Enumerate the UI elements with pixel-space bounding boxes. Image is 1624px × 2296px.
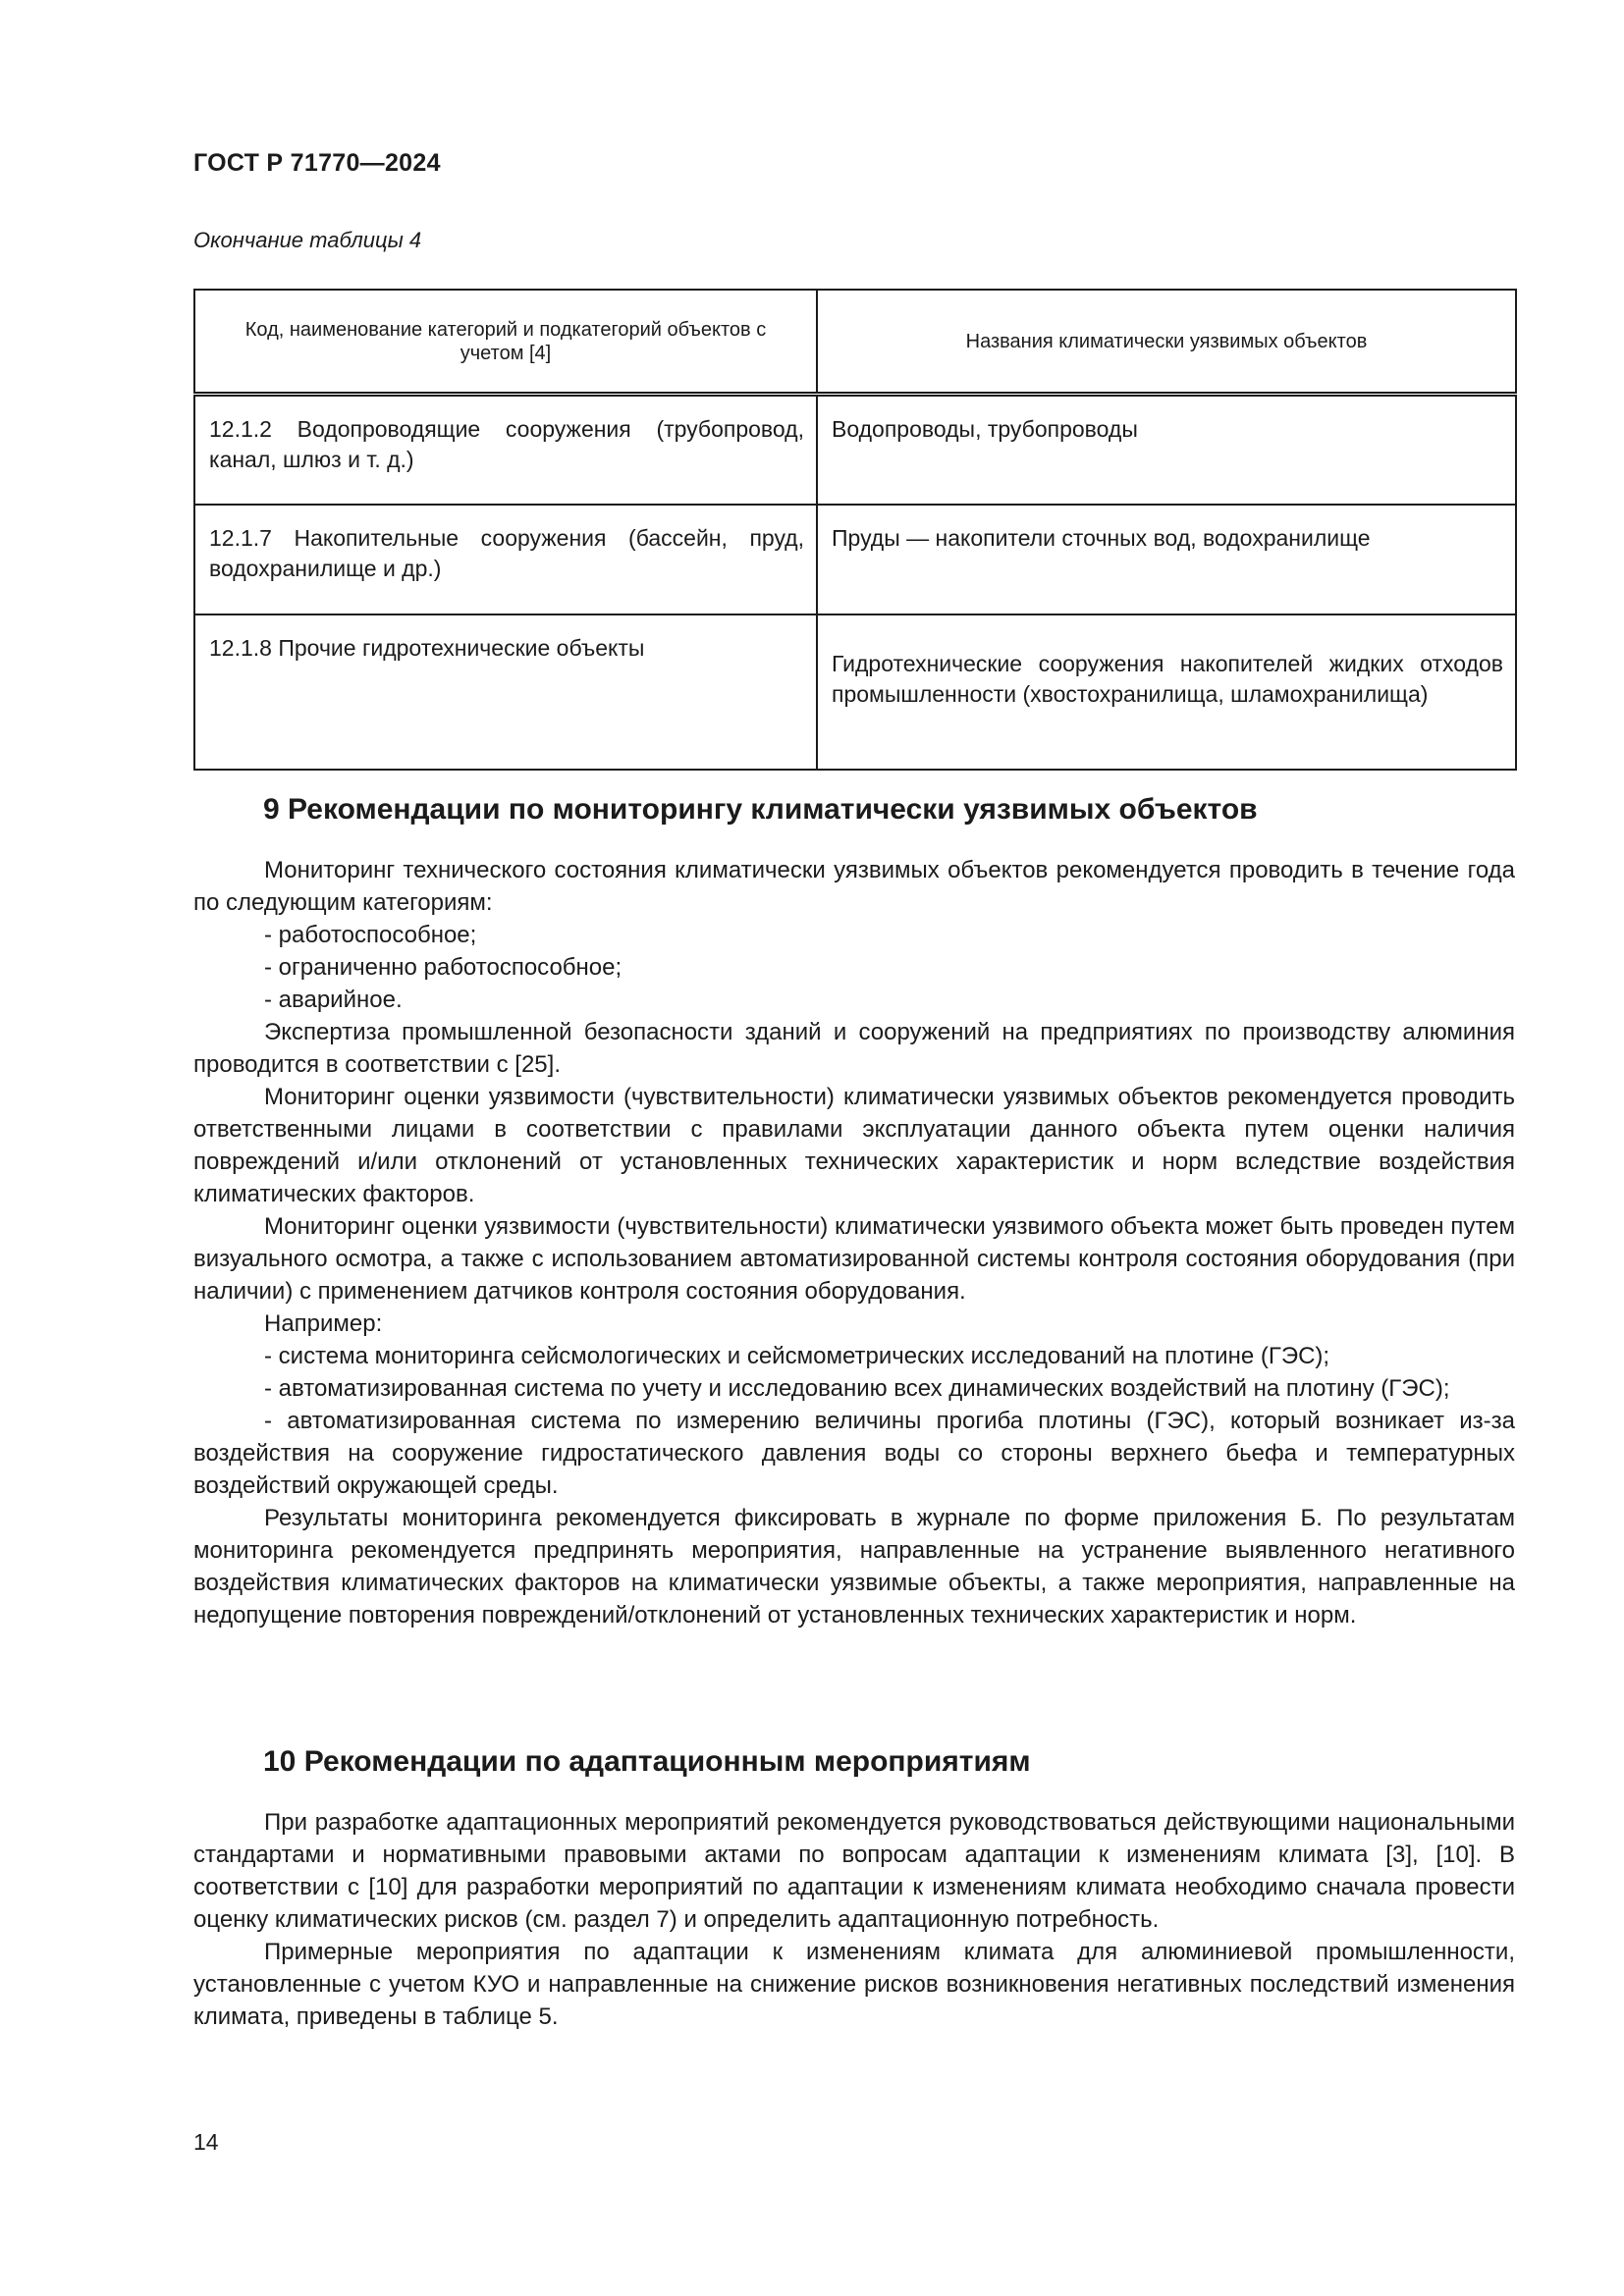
section-9-body <box>193 854 1515 1631</box>
standard-code: ГОСТ Р 71770—2024 <box>193 149 441 177</box>
column-header-category: Код, наименование категорий и подкатегорий объектов с учетом [4] <box>194 290 817 395</box>
paragraph: Примерные мероприятия по адаптации к изменениям климата для алюминиевой промышленности, установленные с учетом КУО и направленные на снижение рисков возникновения негативных последствий изменения климата, приведены в таблице 5. <box>193 1939 1515 2030</box>
paragraph: Результаты мониторинга рекомендуется фиксировать в журнале по форме приложения Б. По результатам мониторинга рекомендуется предпринять мероприятия, направленные на устранение выявленного негативного воздействия климатических факторов на климатически уязвимые объекты, а также мероприятия, направленные на недопущение повторения повреждений/отклонений от установленных технических характеристик и норм. <box>193 1505 1515 1629</box>
paragraph: Экспертиза промышленной безопасности зданий и сооружений на предприятиях по производству алюминия проводится в соответствии с [25]. <box>193 1019 1515 1078</box>
section-10-heading: 10 Рекомендации по адаптационным мероприятиям <box>263 1745 1031 1778</box>
section-10-body <box>193 1806 1515 2033</box>
paragraph: Мониторинг оценки уязвимости (чувствительности) климатически уязвимых объектов рекомендуется проводить ответственными лицами в соответствии с правилами эксплуатации данного объекта путем оценки наличия повреждений и/или отклонений от установленных технических характеристик и норм вследствие воздействия климатических факторов. <box>193 1084 1515 1207</box>
list-item: - работоспособное; <box>264 922 477 948</box>
table-cell-objects: Водопроводы, трубопроводы <box>817 395 1516 506</box>
table-caption: Окончание таблицы 4 <box>193 228 422 252</box>
table-cell-objects: Пруды — накопители сточных вод, водохранилище <box>817 505 1516 614</box>
table-row <box>194 505 1516 614</box>
paragraph: Мониторинг технического состояния климатически уязвимых объектов рекомендуется проводить в течение года по следующим категориям: <box>193 857 1515 916</box>
table-cell-category: 12.1.2 Водопроводящие сооружения (трубопровод, канал, шлюз и т. д.) <box>194 395 817 506</box>
table-row <box>194 614 1516 770</box>
table-header-row <box>194 290 1516 395</box>
paragraph: При разработке адаптационных мероприятий рекомендуется руководствоваться действующими национальными стандартами и нормативными правовыми актами по вопросам адаптации к изменениям климата [3], [10]. В соответствии с [10] для разработки мероприятий по адаптации к изменениям климата необходимо сначала провести оценку климатических рисков (см. раздел 7) и определить адаптационную потребность. <box>193 1809 1515 1933</box>
section-9-heading: 9 Рекомендации по мониторингу климатически уязвимых объектов <box>263 793 1258 826</box>
table-cell-category: 12.1.8 Прочие гидротехнические объекты <box>194 614 817 770</box>
list-item: - ограниченно работоспособное; <box>264 954 623 981</box>
table-row <box>194 395 1516 506</box>
paragraph: Мониторинг оценки уязвимости (чувствительности) климатически уязвимого объекта может быть проведен путем визуального осмотра, а также с использованием автоматизированной системы контроля состояния оборудования (при наличии) с применением датчиков контроля состояния оборудования. <box>193 1213 1515 1305</box>
list-item: - автоматизированная система по измерению величины прогиба плотины (ГЭС), который возникает из-за воздействия на сооружение гидростатического давления воды со стороны верхнего бьефа и температурных воздействий окружающей среды. <box>193 1408 1515 1499</box>
page-number: 14 <box>193 2129 219 2155</box>
table-cell-category: 12.1.7 Накопительные сооружения (бассейн, пруд, водохранилище и др.) <box>194 505 817 614</box>
climate-objects-table <box>193 289 1517 771</box>
paragraph: Например: <box>264 1310 383 1337</box>
list-item: - аварийное. <box>264 987 403 1013</box>
list-item: - система мониторинга сейсмологических и сейсмометрических исследований на плотине (ГЭС); <box>264 1343 1330 1369</box>
table-cell-objects: Гидротехнические сооружения накопителей жидких отходов промышленности (хвостохранилища, шламохранилища) <box>817 614 1516 770</box>
list-item: - автоматизированная система по учету и исследованию всех динамических воздействий на плотину (ГЭС); <box>264 1375 1450 1402</box>
column-header-objects: Названия климатически уязвимых объектов <box>817 290 1516 395</box>
